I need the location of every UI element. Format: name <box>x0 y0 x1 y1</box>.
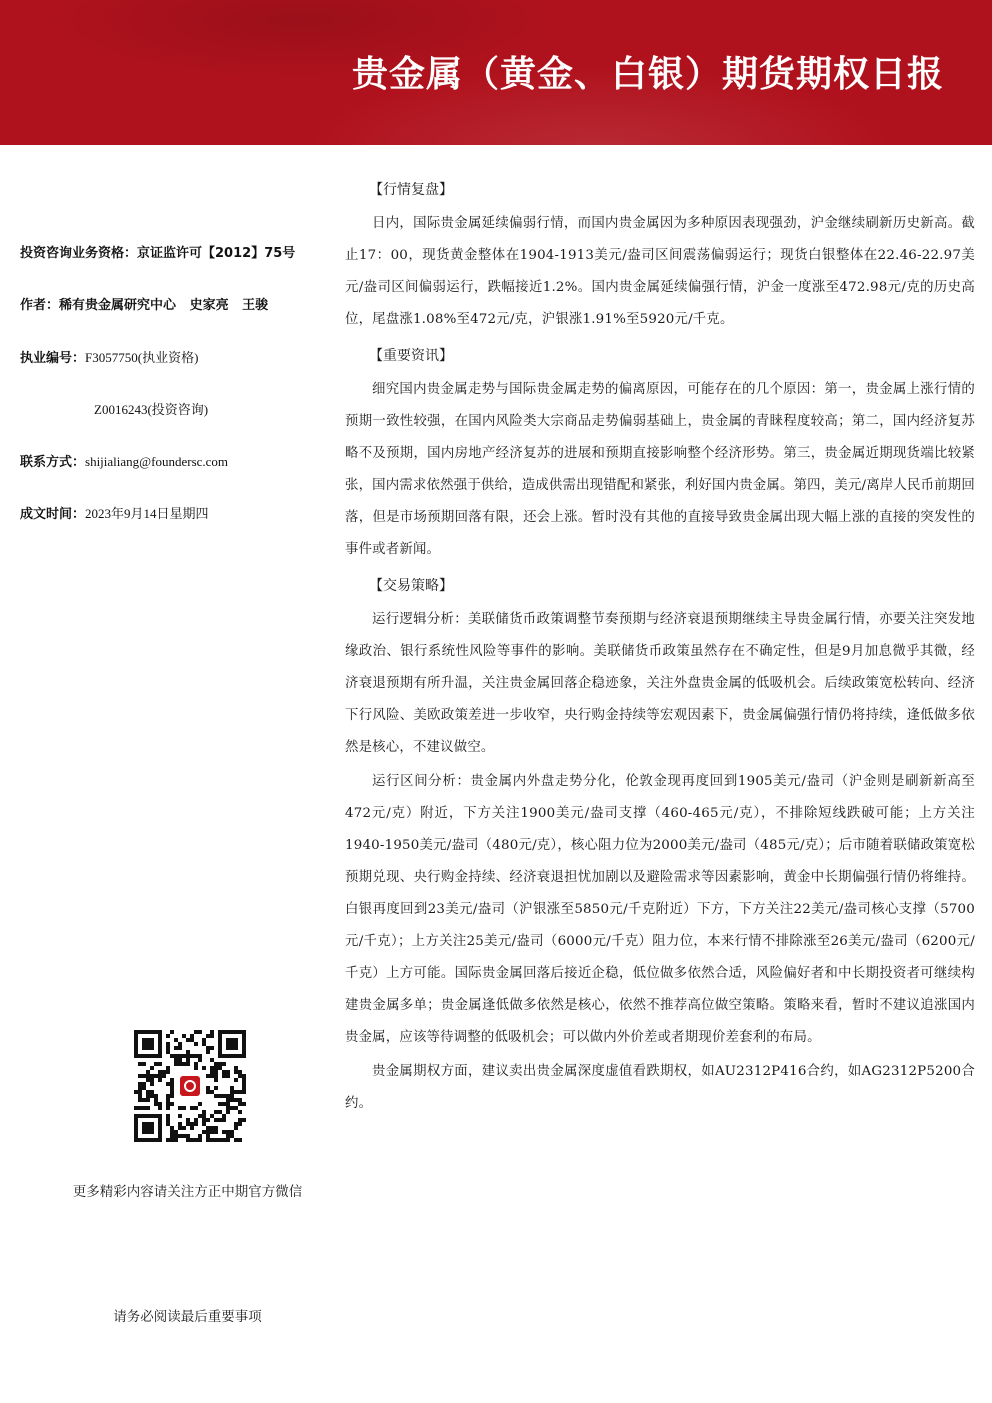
contact-email-link[interactable]: shijialiang@foundersc.com <box>85 454 229 469</box>
meta-qualification: 投资咨询业务资格：京证监许可【2012】75号 <box>20 246 296 261</box>
meta-date: 成文时间：2023年9月14日星期四 <box>20 506 209 522</box>
meta-license-no-2: Z0016243(投资咨询) <box>94 402 209 417</box>
section-heading-trading-strategy: 【交易策略】 <box>369 578 453 594</box>
meta-license-no: 执业编号：F3057750(执业资格) <box>20 350 199 366</box>
section-heading-market-review: 【行情复盘】 <box>369 182 453 198</box>
paragraph-logic-analysis: 运行逻辑分析：美联储货币政策调整节奏预期与经济衰退预期继续主导贵金属行情，亦要关注突发地缘政治、银行系统性风险等事件的影响。美联储货币政策虽然存在不确定性，但是9月加息微乎其微，经济衰退预期有所升温，关注贵金属回落企稳迹象，关注外盘贵金属的低吸机会。后续政策宽松转向、经济下行风险、美欧政策差进一步收窄，央行购金持续等宏观因素下，贵金属偏强行情仍将持续，逢低做多依然是核心，不建议做空。 <box>345 612 975 755</box>
report-header-banner <box>0 0 992 145</box>
disclaimer-note: 请务必阅读最后重要事项 <box>113 1309 262 1325</box>
report-body <box>345 172 975 1120</box>
section-heading-key-news: 【重要资讯】 <box>369 348 453 364</box>
founder-logo-icon <box>180 1076 200 1096</box>
qr-caption: 更多精彩内容请关注方正中期官方微信 <box>72 1184 303 1200</box>
paragraph-market-review: 日内，国际贵金属延续偏弱行情，而国内贵金属因为多种原因表现强劲，沪金继续刷新历史新高。截止17：00，现货黄金整体在1904-1913美元/盎司区间震荡偏弱运行；现货白银整体在22.46-22.97美元/盎司区间偏弱运行，跌幅接近1.2%。国内贵金属延续偏强行情，沪金一度涨至472.98元/克的历史高位，尾盘涨1.08%至472元/克，沪银涨1.91%至5920元/千克。 <box>345 216 975 327</box>
paragraph-options: 贵金属期权方面，建议卖出贵金属深度虚值看跌期权，如AU2312P416合约，如AG2312P5200合约。 <box>345 1064 975 1111</box>
meta-contact: 联系方式：shijialiang@foundersc.com <box>20 454 229 470</box>
qr-code-icon <box>134 1030 246 1142</box>
paragraph-key-news: 细究国内贵金属走势与国际贵金属走势的偏离原因，可能存在的几个原因：第一，贵金属上涨行情的预期一致性较强，在国内风险类大宗商品走势偏弱基础上，贵金属的青睐程度较高；第二，国内经济复苏略不及预期，国内房地产经济复苏的进展和预期直接影响整个经济形势。第三，贵金属近期现货端比较紧张，国内需求依然强于供给，造成供需出现错配和紧张，利好国内贵金属。第四，美元/离岸人民币前期回落，但是市场预期回落有限，还会上涨。暂时没有其他的直接导致贵金属出现大幅上涨的直接的突发性的事件或者新闻。 <box>345 382 975 557</box>
meta-author: 作者：稀有贵金属研究中心 史家亮 王骏 <box>20 298 269 313</box>
sidebar <box>0 145 335 1403</box>
paragraph-range-analysis: 运行区间分析：贵金属内外盘走势分化，伦敦金现再度回到1905美元/盎司（沪金则是刷新新高至472元/克）附近，下方关注1900美元/盎司支撑（460-465元/克），不排除短线跌破可能；上方关注1940-1950美元/盎司（480元/克），核心阻力位为2000美元/盎司（485元/克）；后市随着联储政策宽松预期兑现、央行购金持续、经济衰退担忧加剧以及避险需求等因素影响，黄金中长期偏强行情仍将维持。白银再度回到23美元/盎司（沪银涨至5850元/千克附近）下方，下方关注22美元/盎司核心支撑（5700元/千克）；上方关注25美元/盎司（6000元/千克）阻力位，本来行情不排除涨至26美元/盎司（6200元/千克）上方可能。国际贵金属回落后接近企稳，低位做多依然合适，风险偏好者和中长期投资者可继续构建贵金属多单；贵金属逢低做多依然是核心，依然不推荐高位做空策略。策略来看，暂时不建议追涨国内贵金属，应该等待调整的低吸机会；可以做内外价差或者期现价差套利的布局。 <box>345 774 975 1045</box>
report-title: 贵金属（黄金、白银）期货期权日报 <box>351 54 944 95</box>
